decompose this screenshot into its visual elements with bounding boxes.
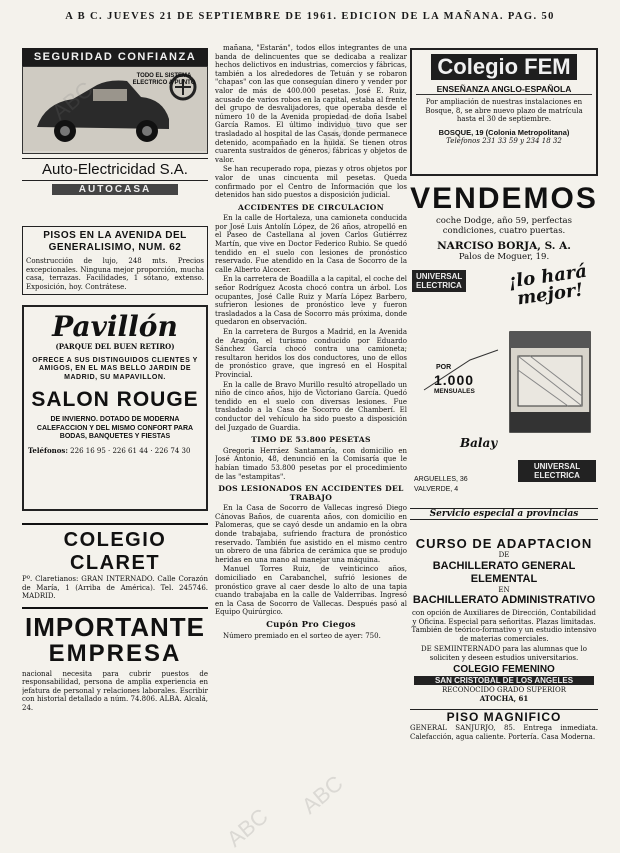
vendemos-body: coche Dodge, año 59, perfectas condiciones, cuatro puertas. [436,216,572,236]
ad-pisos [22,226,208,295]
ad-claret [22,523,208,601]
section-heading: TIMO DE 53.800 PESETAS [251,435,371,445]
ad-pisos-title: PISOS EN LA AVENIDA DEL GENERALISIMO, NUM. 62 [43,230,187,253]
ad-pavillon-park: (PARQUE DEL BUEN RETIRO) [55,342,175,351]
ad-universal-electrica [410,260,598,528]
phones-label: Teléfonos: [28,445,68,455]
ad-claret-title: COLEGIO CLARET [63,529,167,574]
article-paragraph: Manuel Torres Ruiz, de veinticinco años, domiciliado en Carabanchel, sufrió lesiones de pronóstico grave al caer desde lo alto de una tapia cuando trabajaba en la calle de Valderribas. Ingresó en la Casa de Socorro de Vallecas. Después pasó al Equipo Quirúrgico. [215,565,407,617]
fem-address: BOSQUE, 19 (Colonia Metropolitana) [438,127,570,137]
section-heading: ACCIDENTES DE CIRCULACION [238,202,384,212]
watermark: ABC [221,803,273,852]
ad-vendemos [410,182,598,262]
ad-colegio-fem [410,48,598,176]
fem-title-wrap [416,54,592,80]
curso-title: CURSO DE ADAPTACION [415,536,593,551]
universal-price-label: POR [436,364,452,371]
universal-price: 1.000 [434,372,475,388]
universal-address1: ARGUELLES, 36 [414,476,468,483]
curso-body: con opción de Auxiliares de Dirección, Contabilidad y Oficina. Especial para señoritas. Plazas limitadas. También de teórico-formativo y un estudio intensivo de materias comerciales. [411,609,597,643]
curso-extra: DE SEMIINTERNADO para las alumnas que lo soliciten y deseen estudios universitarios. [421,645,587,662]
fem-title: Colegio FEM [431,54,576,80]
curso-address: ATOCHA, 61 [479,693,529,703]
ad-curso [410,536,598,703]
article-paragraph: En la Casa de Socorro de Vallecas ingresó Diego Cánovas Baños, de cuarenta años, con domicilio en Palomeras, que se cayó desde un andamio en la obra donde trabajaba, sufriendo fractura de pronóstico reservado. También fue asistido en el mismo centro un obrero de una fábrica de cerámica que se produjo heridas en una mano al manejar una máquina. [215,504,407,564]
universal-address2: VALVERDE, 4 [414,486,459,493]
page-header: A B C. JUEVES 21 DE SEPTIEMBRE DE 1961. EDICION DE LA MAÑANA. PAG. 50 [65,11,555,22]
universal-product: Balay [460,436,498,450]
ad-pavillon-body: OFRECE A SUS DISTINGUIDOS CLIENTES Y AMIGOS, EN EL MAS BELLO JARDIN DE MADRID, SU MAPAVILLON. [32,356,198,381]
curso-line1: BACHILLERATO GENERAL ELEMENTAL [432,559,576,585]
article-paragraph: En la carretera de Boadilla a la capital, el coche del señor Rodríguez Acosta chocó contra un árbol. Los ocupantes, José Calle Ruiz y María López Barbero, sufrieron lesiones de pronóstico leve y fueron trasladados a la Casa de Socorro más próxima, donde quedaron en observación. [215,275,407,327]
middle-column [215,44,407,824]
ad-piso-magnifico [410,709,598,741]
article-paragraph: En la calle de Bravo Murillo resultó atropellado un niño de cinco años, hijo de Victoriano García. Quedó tendido en el suelo con diversas lesiones. Fue trasladado a la Casa de Socorro de Chamberí. El conductor del vehículo ha sido puesto a disposición del Juzgado de Guardia. [215,380,407,432]
phones-value: 226 16 95 · 226 61 44 · 226 74 30 [70,446,191,455]
curso-college: COLEGIO FEMENINO [453,664,555,675]
fem-body: Por ampliación de nuestras instalaciones en Bosque, 8, se abre nuevo plazo de matrícula hasta el 30 de septiembre. [425,98,583,123]
ad-pavillon [22,305,208,511]
ad-pisos-body: Construcción de lujo, 248 mts. Precios excepcionales. Ninguna mejor proporción, mucha casa, terrazas. Facilidades, 1 sótano, extenso. Exposición, hoy. Contrátese. [26,257,204,291]
universal-brand2: ELECTRICA [416,281,462,290]
ad-pavillon-phones [28,447,202,456]
universal-brand3: UNIVERSAL ELECTRICA [518,460,596,482]
fem-phones: Teléfonos 231 33 59 y 234 18 32 [446,136,562,145]
ad-pavillon-salon-body: DE INVIERNO. DOTADO DE MODERNA CALEFACCION Y DEL MISMO CONFORT PARA BODAS, BANQUETES Y FIESTAS [36,416,194,440]
section-heading: Cupón Pro Ciegos [266,620,356,630]
left-column [22,48,208,822]
article-paragraph: En la calle de Hortaleza, una camioneta conducida por José Luis Antolín López, de 26 años, atropelló en el Paseo de Castellana al joven Carlos Gutiérrez Martín, que vive en Doctor Federico Rubio. Se quedó tendido en el suelo con lesiones de pronóstico reservado. Fue atendido en la Casa de Socorro de la calle Alberto Alcocer. [215,214,407,274]
section-heading: DOS LESIONADOS EN ACCIDENTES DEL TRABAJO [218,484,404,502]
ad-empresa-title1: IMPORTANTE [25,611,205,642]
ad-pavillon-name: Pavillón [52,310,178,343]
brand-autocasa: AUTOCASA [52,184,178,195]
piso-title: PISO MAGNIFICO [446,710,562,724]
article-paragraph: mañana, "Estarán", todos ellos integrantes de una banda de delincuentes que se dedicaba a realizar hechos delictivos en industrias, comercios y fábricas, también a los alrededores de Tetuán y se robaron "chapas" con las que conseguían dinero y vender por valor de más de 400.000 pesetas. José E. Ruiz, acusado de varios robos en la capital, estaba al frente del grupo de desvalijadores, que operaba desde el número 10 de la Avenida propiedad de doña Isabel García Ramos. El último individuo tuvo que ser trasladado al hospital de las Casas, donde permanece detenido, acompañado en la huida. Se tienen otros cuarenta sustraídos de géneros, fábricas y objetos de valor. [215,44,407,164]
article-paragraph: Se han recuperado ropa, piezas y otros objetos por valor de unas cincuenta mil pesetas. Queda confirmado por el Centro de Información que los detenidos han sido puestos a disposición judicial. [215,165,407,200]
ad-seguridad-tag: TODO EL SISTEMA ELECTRICO A PUNTO [132,73,196,86]
universal-tag: Servicio especial a provincias [410,508,598,520]
brand-auto-electricidad: Auto-Electricidad S.A. [22,158,208,181]
universal-price-unit: MENSUALES [434,388,475,395]
ad-seguridad [22,48,208,216]
curso-of: DE [498,551,510,559]
watermark: ABC [46,76,98,125]
curso-college2: SAN CRISTOBAL DE LOS ANGELES [414,676,594,685]
article-paragraph: Gregoria Herráez Santamaría, con domicilio en José Antonio, 48, denunció en la Comisaría que le habían timado 53.800 pesetas por el procedimiento de las "estampitas". [215,446,407,481]
ad-empresa-body: nacional necesita para cubrir puestos de responsabilidad, persona de amplia experiencia en jefatura de personal y relaciones laborales. Escribir con historial detallado a núm. 74.806. ALBA. Alcalá, 24. [22,669,208,712]
ad-seguridad-title: SEGURIDAD CONFIANZA [22,48,208,66]
curso-en: EN [498,585,510,594]
ad-claret-body: Pº. Claretianos: GRAN INTERNADO. Calle Corazón de María, 1 (Arriba de América). Tel. 245746. MADRID. [22,575,208,600]
article-paragraph: Número premiado en el sorteo de ayer: 750. [223,631,381,640]
curso-college3: RECONOCIDO GRADO SUPERIOR [441,686,567,694]
watermark: ABC [296,770,348,819]
vendemos-title: VENDEMOS [410,182,598,215]
universal-slogan: ¡lo hará mejor! [507,260,589,310]
article-paragraph: En la carretera de Burgos a Madrid, en la Avenida de Aragón, el turismo conducido por Eduardo Sánchez García chocó contra una camioneta; resultaron heridos los dos conductores, uno de ellos de pronóstico grave, que ingresó en el Hospital Provincial. [215,328,407,379]
ad-empresa-title2: EMPRESA [48,639,182,667]
fem-sub: ENSEÑANZA ANGLO-ESPAÑOLA [416,84,592,95]
curso-line2: BACHILLERATO ADMINISTRATIVO [412,594,596,606]
right-column [410,48,598,822]
ad-pavillon-salon: SALON ROUGE [31,388,199,411]
vendemos-address: Palos de Moguer, 19. [458,252,550,262]
vendemos-seller: NARCISO BORJA, S. A. [437,240,571,252]
universal-brand1: UNIVERSAL [416,272,463,281]
ad-empresa [22,607,208,713]
universal-logo [412,270,466,292]
piso-body: GENERAL SANJURJO, 85. Entrega inmediata. Calefacción, agua caliente. Portería. Casa Moderna. [410,724,598,741]
watermark: ABC [316,108,368,157]
